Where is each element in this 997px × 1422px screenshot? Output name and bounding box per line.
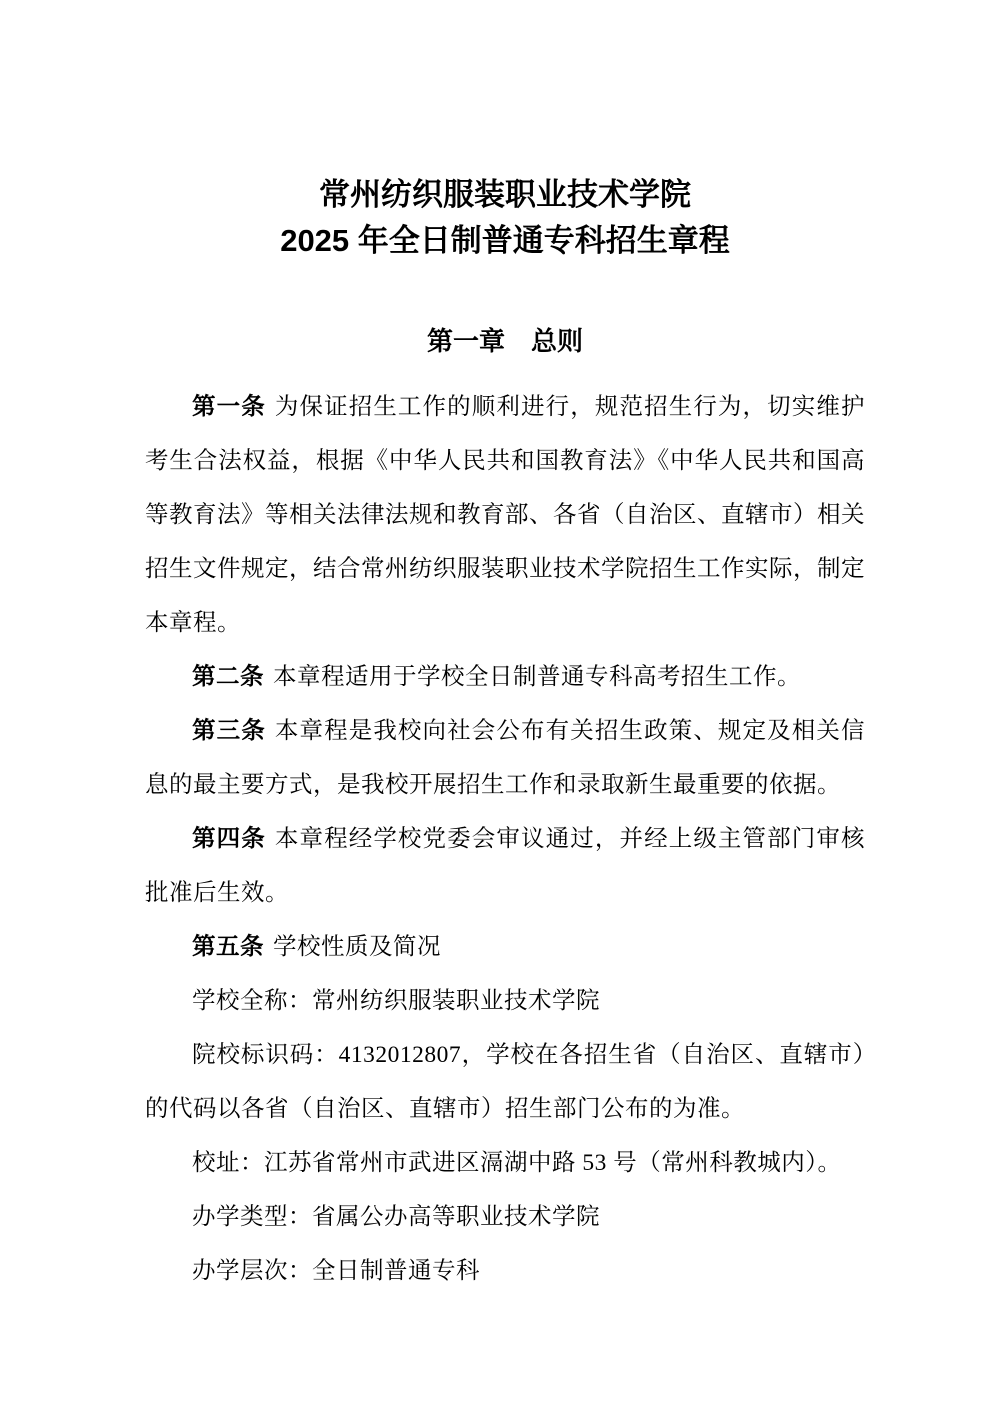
article-4-text: 本章程经学校党委会审议通过，并经上级主管部门审核批准后生效。 [145, 826, 866, 906]
article-4-label: 第四条 [192, 826, 266, 852]
article-3-label: 第三条 [192, 718, 266, 744]
title-line-2: 2025 年全日制普通专科招生章程 [280, 223, 730, 258]
document-title [145, 172, 865, 264]
chapter-heading: 第一章 总则 [426, 327, 583, 356]
school-type-text: 办学类型：省属公办高等职业技术学院 [192, 1204, 600, 1230]
school-address-text: 校址：江苏省常州市武进区滆湖中路 53 号（常州科教城内）。 [192, 1150, 842, 1176]
paragraph-school-code [145, 1028, 865, 1136]
article-5-label: 第五条 [192, 934, 264, 960]
article-2-text: 本章程适用于学校全日制普通专科高考招生工作。 [273, 664, 801, 690]
article-2-label: 第二条 [192, 664, 264, 690]
article-1-text: 为保证招生工作的顺利进行，规范招生行为，切实维护考生合法权益，根据《中华人民共和国教育法》《中华人民共和国高等教育法》等相关法律法规和教育部、各省（自治区、直辖市）相关招生文件规定，结合常州纺织服装职业技术学院招生工作实际，制定本章程。 [145, 394, 866, 636]
paragraph-article-3 [145, 704, 865, 812]
paragraph-article-5 [145, 920, 865, 974]
paragraph-article-4 [145, 812, 865, 920]
school-name-text: 学校全称：常州纺织服装职业技术学院 [192, 988, 600, 1014]
title-line-1: 常州纺织服装职业技术学院 [319, 177, 691, 212]
paragraph-school-name [145, 974, 865, 1028]
school-level-text: 办学层次：全日制普通专科 [192, 1258, 480, 1284]
paragraph-school-type [145, 1190, 865, 1244]
paragraph-article-1 [145, 380, 865, 650]
paragraph-school-level [145, 1244, 865, 1298]
article-1-label: 第一条 [192, 394, 266, 420]
paragraph-article-2 [145, 650, 865, 704]
article-5-text: 学校性质及简况 [273, 934, 441, 960]
school-code-text: 院校标识码：4132012807，学校在各招生省（自治区、直辖市）的代码以各省（自治区、直辖市）招生部门公布的为准。 [145, 1042, 865, 1122]
document-body [145, 380, 865, 1298]
article-3-text: 本章程是我校向社会公布有关招生政策、规定及相关信息的最主要方式，是我校开展招生工作和录取新生最重要的依据。 [145, 718, 866, 798]
paragraph-school-address [145, 1136, 865, 1190]
